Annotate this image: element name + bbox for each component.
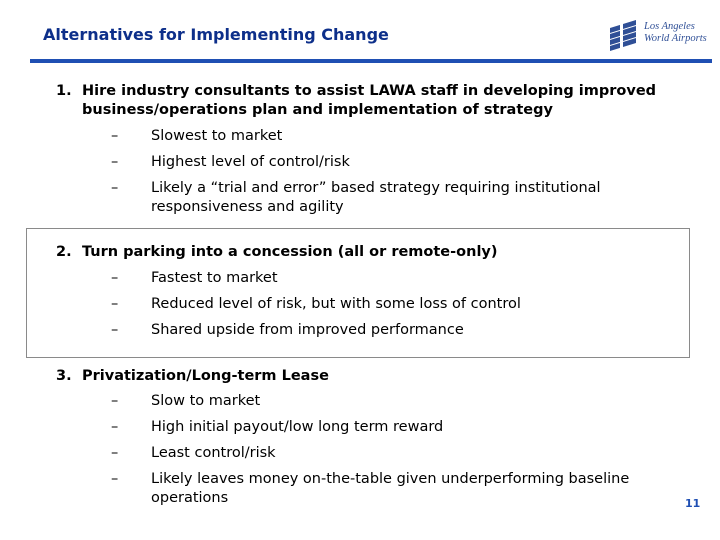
bullet-text: Slowest to market <box>151 128 283 144</box>
bullet-text: Highest level of control/risk <box>151 154 350 170</box>
bullet-text: Fastest to market <box>151 270 278 286</box>
title-rule <box>30 59 712 63</box>
option-number: 1. <box>56 83 72 99</box>
bullet-dash: – <box>111 270 119 286</box>
slide-title: Alternatives for Implementing Change <box>43 25 389 44</box>
bullet-text: Shared upside from improved performance <box>151 322 464 338</box>
bullet-text: Likely leaves money on-the-table given underperforming baseline operations <box>151 471 630 506</box>
logo-line-1: Los Angeles <box>644 21 695 32</box>
option-number: 2. <box>56 244 72 260</box>
bullet-text: High initial payout/low long term reward <box>151 419 444 435</box>
bullet-text: Slow to market <box>151 393 261 409</box>
bullet-dash: – <box>111 445 119 461</box>
page-number: 11 <box>685 497 701 510</box>
bullet-dash: – <box>111 128 119 144</box>
bullet-dash: – <box>111 419 119 435</box>
lawa-logo <box>608 18 708 52</box>
logo-line-2: World Airports <box>644 33 707 44</box>
bullet-dash: – <box>111 471 119 487</box>
bullet-dash: – <box>111 180 119 196</box>
bullet-dash: – <box>111 322 119 338</box>
bullet-text: Likely a “trial and error” based strategy requiring institutional responsiveness and agility <box>151 180 601 215</box>
option-number: 3. <box>56 368 72 384</box>
bullet-text: Least control/risk <box>151 445 276 461</box>
bullet-text: Reduced level of risk, but with some loss of control <box>151 296 521 312</box>
option-heading-text: Privatization/Long-term Lease <box>82 368 329 384</box>
option-heading-text: Hire industry consultants to assist LAWA staff in developing improved business/operations plan and implementation of strategy <box>82 83 657 118</box>
lawa-logo-icon <box>608 18 640 52</box>
bullet-dash: – <box>111 296 119 312</box>
option-heading-text: Turn parking into a concession (all or remote-only) <box>82 244 498 260</box>
bullet-dash: – <box>111 393 119 409</box>
bullet-dash: – <box>111 154 119 170</box>
